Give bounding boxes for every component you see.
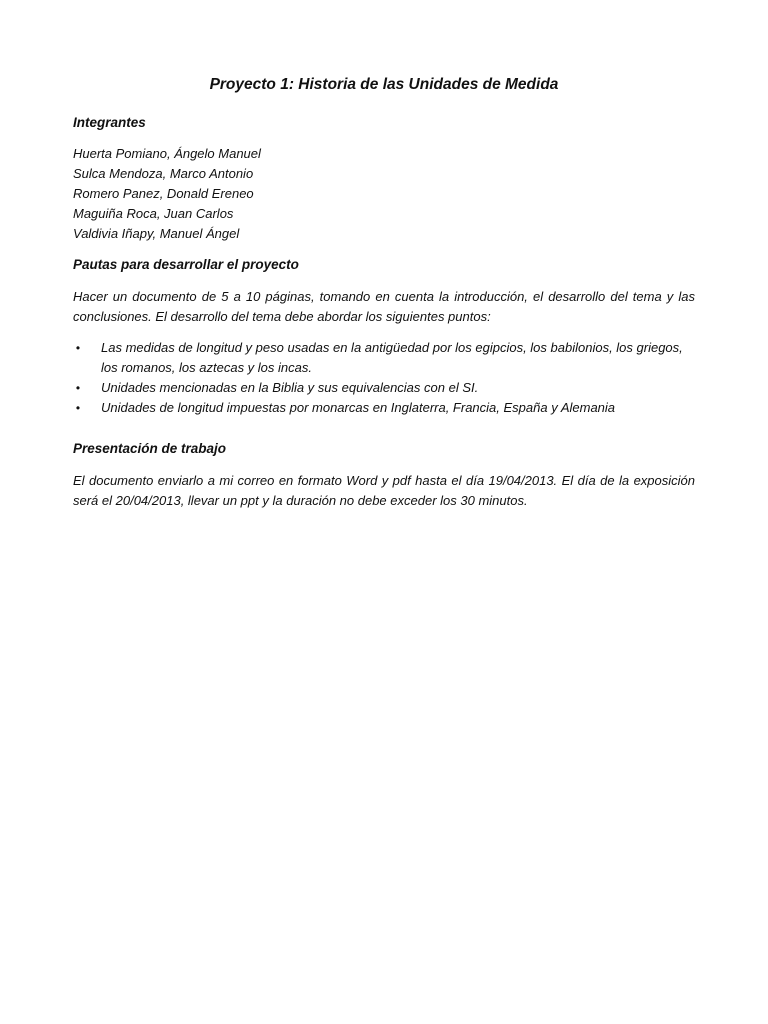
members-list <box>73 144 695 244</box>
member-name: Romero Panez, Donald Ereneo <box>73 186 254 201</box>
bullet-item <box>73 378 695 398</box>
members-heading: Integrantes <box>73 115 146 130</box>
bullet-item <box>73 338 695 378</box>
guidelines-heading: Pautas para desarrollar el proyecto <box>73 257 299 272</box>
bullet-icon: • <box>75 341 81 355</box>
bullet-item <box>73 398 695 418</box>
document-content <box>73 74 695 511</box>
bullet-icon: • <box>75 401 81 415</box>
bullet-text: Unidades mencionadas en la Biblia y sus equivalencias con el SI. <box>101 380 479 395</box>
bullet-text: Las medidas de longitud y peso usadas en la antigüedad por los egipcios, los babilonios, los griegos, los romanos, los aztecas y los incas. <box>101 340 683 375</box>
member-name: Valdivia Iñapy, Manuel Ángel <box>73 226 240 241</box>
presentation-heading: Presentación de trabajo <box>73 441 227 456</box>
guidelines-paragraph: Hacer un documento de 5 a 10 páginas, tomando en cuenta la introducción, el desarrollo del tema y las conclusiones. El desarrollo del tema debe abordar los siguientes puntos: <box>73 289 695 324</box>
member-name: Huerta Pomiano, Ángelo Manuel <box>73 146 261 161</box>
member-name: Maguiña Roca, Juan Carlos <box>73 206 234 221</box>
presentation-paragraph: El documento enviarlo a mi correo en formato Word y pdf hasta el día 19/04/2013. El día de la exposición será el 20/04/2013, llevar un ppt y la duración no debe exceder los 30 minutos. <box>73 473 695 508</box>
member-name: Sulca Mendoza, Marco Antonio <box>73 166 254 181</box>
bullet-icon: • <box>75 381 81 395</box>
guidelines-bullet-list <box>73 338 695 418</box>
bullet-text: Unidades de longitud impuestas por monarcas en Inglaterra, Francia, España y Alemania <box>101 400 616 415</box>
document-title: Proyecto 1: Historia de las Unidades de Medida <box>209 76 559 93</box>
